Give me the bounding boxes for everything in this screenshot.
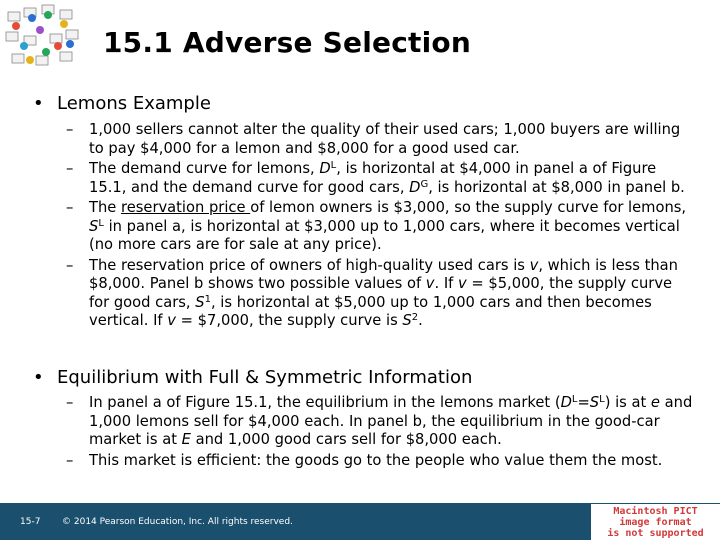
sub-item: – The demand curve for lemons, $D^L$, is horizontal at $4,000 in panel a of Figure 15.1, and the demand curve for good cars, $D^G$, is horizontal at $8,000 in panel b. [66,160,685,196]
bullet-equilibrium [33,367,472,388]
sub-item: – This market is efficient: the goods go to the people who value them the most. [66,451,663,469]
bullet-lemons-example [33,93,211,114]
notice-line: is not supported [607,528,704,539]
page-number: 15-7 [20,517,41,527]
sub-item: – The reservation price of lemon owners is $3,000, so the supply curve for lemons, $S^L$ in panel a, is horizontal at $3,000 up to 1,000 cars, where it becomes vertical (no more cars are for sale at any price). [66,199,687,253]
bullet-label: Equilibrium with Full & Symmetric Information [57,367,473,388]
bullet-dot-icon: • [33,367,44,388]
title-text: Adverse Selection [182,26,471,59]
copyright-text: © 2014 Pearson Education, Inc. All rights reserved. [62,517,293,527]
notice-line: image format [619,517,692,528]
sub-item: – The reservation price of owners of high-quality used cars is v, which is less than $8,000. Panel b shows two possible values of v. If v = $5,000, the supply curve for good cars, $S^1$, is horizontal at $5,000 up to 1,000 cars and then becomes vertical. If v = $7,000, the supply curve is $S^2$. [66,256,678,329]
sub-item: – In panel a of Figure 15.1, the equilibrium in the lemons market $(D^L=S^L)$ is at e and 1,000 lemons sell for $4,000 each. In panel b, the equilibrium in the good-car market is at E and 1,000 good cars sell for $8,000 each. [66,394,693,448]
cube-stack-logo [2,2,82,68]
bullet-dot-icon: • [33,93,44,114]
unsupported-image-notice [591,504,720,540]
sub-item: – 1,000 sellers cannot alter the quality of their used cars; 1,000 buyers are willing to pay $4,000 for a lemon and $8,000 for a good used car. [66,121,681,157]
notice-line: Macintosh PICT [613,506,698,517]
bullet-label: Lemons Example [57,93,211,114]
equilibrium-sub-list [66,394,696,472]
slide-title [103,26,471,59]
lemons-sub-list [66,121,696,333]
section-number: 15.1 [103,26,173,59]
